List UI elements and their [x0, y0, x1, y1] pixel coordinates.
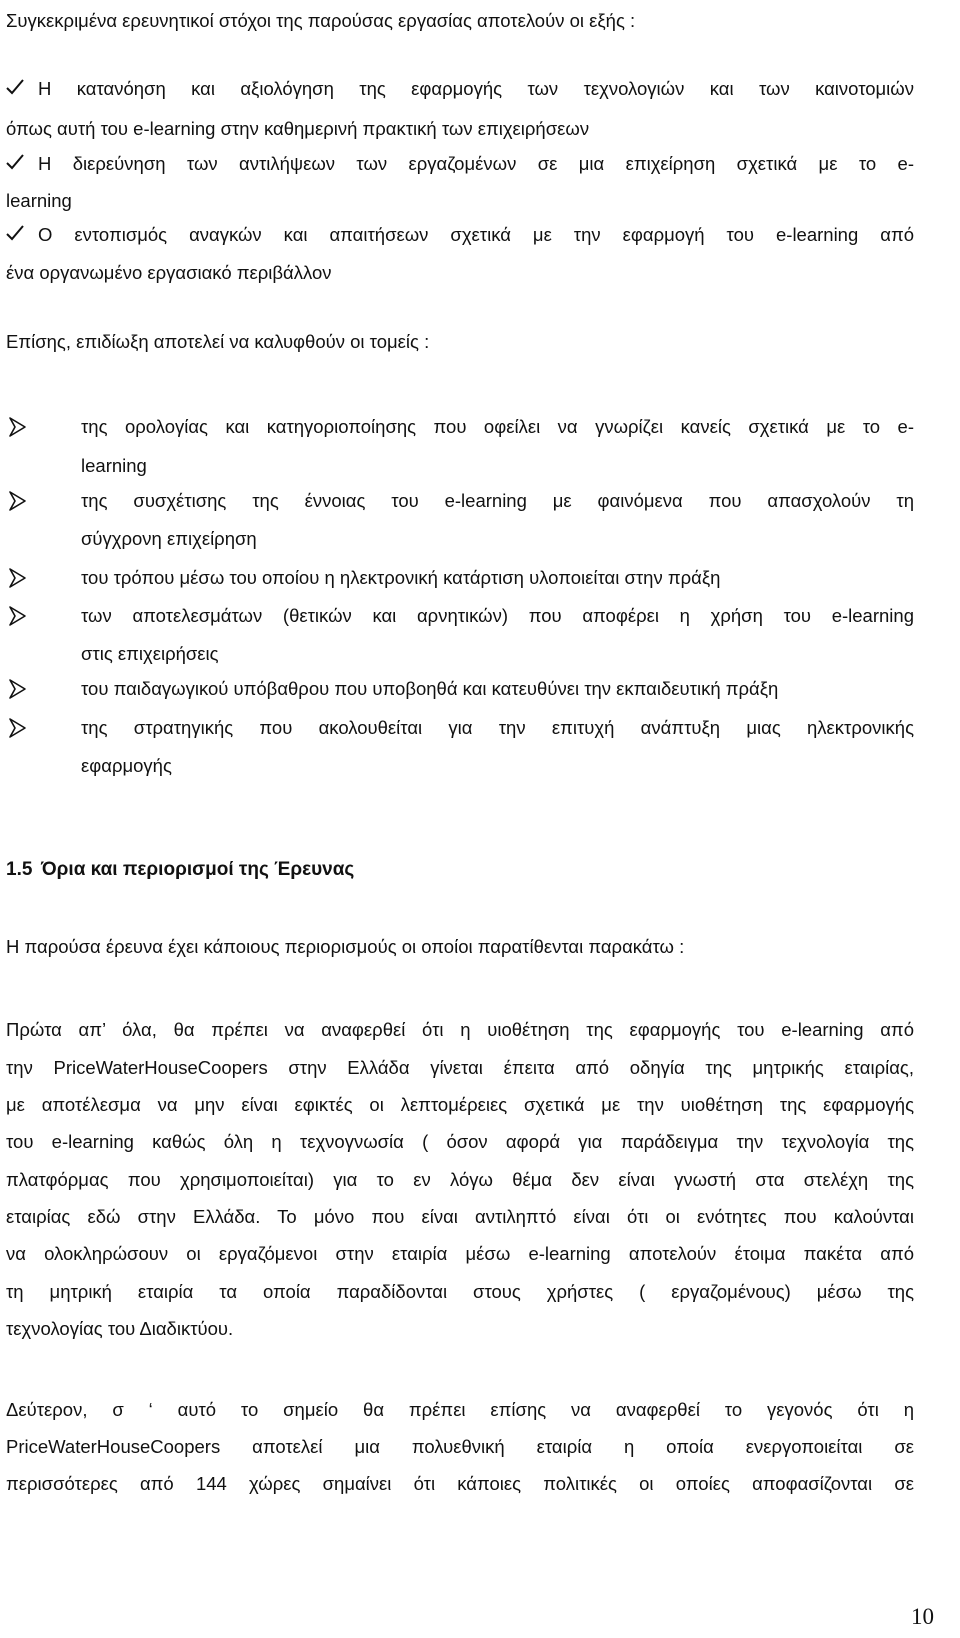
intro-text: Συγκεκριμένα ερευνητικοί στόχοι της παρούσας εργασίας αποτελούν οι εξής : [6, 10, 636, 31]
also-text: Επίσης, επιδίωξη αποτελεί να καλυφθούν οι τομείς : [6, 331, 430, 352]
paragraph-1-line: τη μητρική εταιρία τα οποία παραδίδονται στους χρήστες ( εργαζομένους) μέσω της [6, 1281, 914, 1302]
checklist-item-2-line2: learning [6, 190, 72, 211]
paragraph-2-line: περισσότερες από 144 χώρες σημαίνει ότι κάποιες πολιτικές οι οποίες αποφασίζονται σε [6, 1473, 914, 1494]
page-number: 10 [911, 1604, 934, 1629]
arrow-bullet-icon [8, 605, 28, 627]
paragraph-1-line: την PriceWaterHouseCoopers στην Ελλάδα γίνεται έπειτα από οδηγία της μητρικής εταιρίας, [6, 1057, 914, 1078]
checklist-item-3-line1: Ο εντοπισμός αναγκών και απαιτήσεων σχετικά με την εφαρμογή του e-learning από [38, 224, 914, 245]
bullet-1-line2: learning [81, 455, 147, 476]
bullet-2-line1: της συσχέτισης της έννοιας του e-learning με φαινόμενα που απασχολούν τη [81, 490, 914, 511]
limits-intro-text: Η παρούσα έρευνα έχει κάποιους περιορισμούς οι οποίοι παρατίθενται παρακάτω : [6, 936, 685, 957]
paragraph-1-line: του e-learning καθώς όλη η τεχνογνωσία ( όσον αφορά για παράδειγμα την τεχνολογία της [6, 1131, 914, 1152]
paragraph-1-line: με αποτέλεσμα να μην είναι εφικτές οι λεπτομέρειες σχετικά με την υιοθέτηση της εφαρμογής [6, 1094, 914, 1115]
bullet-6-line2: εφαρμογής [81, 755, 172, 776]
section-title: Όρια και περιορισμοί της Έρευνας [41, 859, 355, 880]
paragraph-2-line: PriceWaterHouseCoopers αποτελεί μια πολυεθνική εταιρία η οποία ενεργοποιείται σε [6, 1436, 914, 1457]
checkmark-icon [5, 77, 25, 97]
checkmark-icon [5, 152, 25, 172]
bullet-2-line2: σύγχρονη επιχείρηση [81, 528, 257, 549]
paragraph-1-line: να ολοκληρώσουν οι εργαζόμενοι στην εταιρία μέσω e-learning αποτελούν έτοιμα πακέτα από [6, 1243, 914, 1264]
bullet-3-line1: του τρόπου μέσω του οποίου η ηλεκτρονική κατάρτιση υλοποιείται στην πράξη [81, 567, 721, 588]
checklist-item-1-line2: όπως αυτή του e-learning στην καθημερινή πρακτική των επιχειρήσεων [6, 118, 590, 139]
arrow-bullet-icon [8, 490, 28, 512]
checklist-item-1-line1: Η κατανόηση και αξιολόγηση της εφαρμογής των τεχνολογιών και των καινοτομιών [38, 78, 914, 99]
checkmark-icon [5, 223, 25, 243]
bullet-4-line2: στις επιχειρήσεις [81, 643, 219, 664]
paragraph-1-line: Πρώτα απ’ όλα, θα πρέπει να αναφερθεί ότι η υιοθέτηση της εφαρμογής του e-learning από [6, 1019, 914, 1040]
arrow-bullet-icon [8, 717, 28, 739]
checklist-item-3-line2: ένα οργανωμένο εργασιακό περιβάλλον [6, 262, 332, 283]
section-number: 1.5 [6, 859, 33, 880]
paragraph-1-line: τεχνολογίας του Διαδικτύου. [6, 1318, 234, 1339]
paragraph-2-line: Δεύτερον, σ ‘ αυτό το σημείο θα πρέπει επίσης να αναφερθεί το γεγονός ότι η [6, 1399, 914, 1420]
arrow-bullet-icon [8, 567, 28, 589]
section-heading [6, 859, 354, 881]
arrow-bullet-icon [8, 416, 28, 438]
bullet-5-line1: του παιδαγωγικού υπόβαθρου που υποβοηθά και κατευθύνει την εκπαιδευτική πράξη [81, 678, 779, 699]
bullet-6-line1: της στρατηγικής που ακολουθείται για την επιτυχή ανάπτυξη μιας ηλεκτρονικής [81, 717, 914, 738]
checklist-item-2-line1: Η διερεύνηση των αντιλήψεων των εργαζομένων σε μια επιχείρηση σχετικά με το e- [38, 153, 914, 174]
paragraph-1-line: εταιρίας εδώ στην Ελλάδα. Το μόνο που είναι αντιληπτό είναι ότι οι ενότητες που καλούνται [6, 1206, 914, 1227]
bullet-1-line1: της ορολογίας και κατηγοριοποίησης που οφείλει να γνωρίζει κανείς σχετικά με το e- [81, 416, 914, 437]
arrow-bullet-icon [8, 678, 28, 700]
paragraph-1-line: πλατφόρμας που χρησιμοποιείται) για το εν λόγω θέμα δεν είναι γνωστή στα στελέχη της [6, 1169, 914, 1190]
bullet-4-line1: των αποτελεσμάτων (θετικών και αρνητικών) που αποφέρει η χρήση του e-learning [81, 605, 914, 626]
